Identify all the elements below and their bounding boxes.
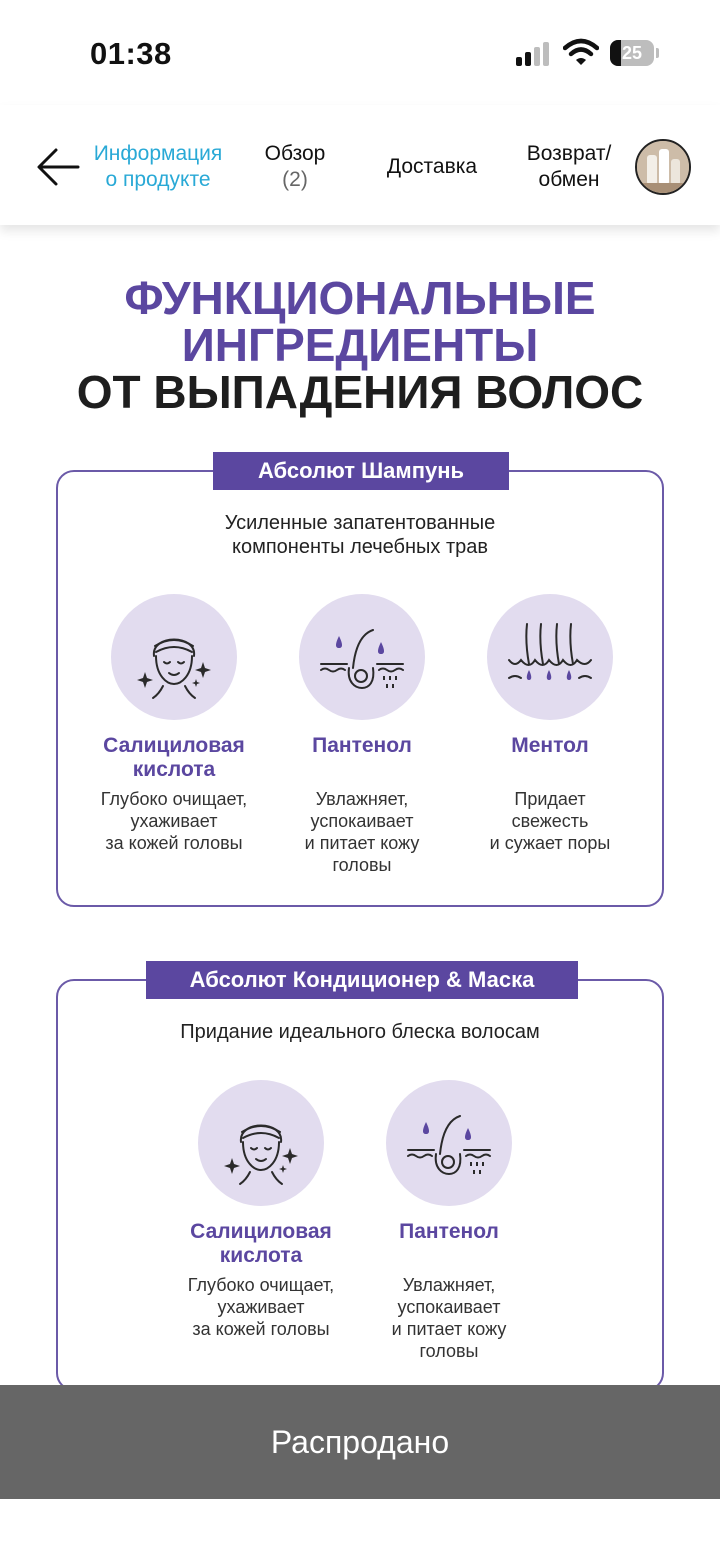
arrow-left-icon [34, 145, 82, 189]
ingredient-panthenol [359, 1080, 539, 1362]
ingredient-name: кислота [219, 1244, 303, 1267]
ingredient-description: Увлажняет, [402, 1275, 496, 1295]
ingredient-description: Увлажняет, [315, 789, 409, 809]
ingredient-name: Ментол [511, 734, 589, 757]
ingredient-name: кислота [132, 758, 216, 781]
tab-label: Информация [93, 142, 223, 165]
headline-line-2: ИНГРЕДИЕНТЫ [181, 319, 539, 371]
ingredient-salicylic-acid [171, 1080, 351, 1340]
ingredient-name: Пантенол [399, 1220, 499, 1243]
tab-label: о продукте [105, 168, 211, 191]
hair-roots-icon [487, 594, 613, 720]
ingredient-description: за кожей головы [192, 1319, 330, 1339]
face-icon [198, 1080, 324, 1206]
review-count: (2) [282, 168, 308, 191]
tab-label: Возврат/ [526, 142, 612, 165]
back-button[interactable] [34, 145, 82, 189]
ingredient-description: Глубоко очищает, [187, 1275, 335, 1295]
card-subtitle: компоненты лечебных трав [231, 536, 488, 558]
product-tabs-header [0, 105, 720, 225]
ingredient-description: за кожей головы [105, 833, 243, 853]
ingredient-description: Глубоко очищает, [100, 789, 248, 809]
tab-delivery[interactable] [380, 154, 484, 180]
headline-line-1: ФУНКЦИОНАЛЬНЫЕ [124, 272, 596, 324]
hair-follicle-icon [386, 1080, 512, 1206]
home-indicator-area [0, 1499, 720, 1561]
ingredient-panthenol [272, 594, 452, 876]
card-subtitle: Придание идеального блеска волосам [180, 1021, 540, 1043]
card-label: Абсолют Кондиционер & Маска [146, 961, 578, 999]
card-subtitle: Усиленные запатентованные [224, 512, 496, 534]
ingredient-salicylic-acid [84, 594, 264, 854]
status-time: 01:38 [90, 36, 172, 71]
tab-label: Доставка [386, 155, 478, 178]
shampoo-card [56, 458, 664, 907]
ingredient-description: ухаживает [217, 1297, 305, 1317]
ingredient-description: головы [419, 1341, 479, 1361]
battery-icon [610, 40, 658, 66]
product-thumbnail[interactable] [635, 139, 691, 195]
sold-out-button[interactable]: Распродано [0, 1385, 720, 1499]
headline-line-3: ОТ ВЫПАДЕНИЯ ВОЛОС [76, 366, 644, 418]
battery-level-text: 25 [621, 43, 643, 63]
ingredient-name: Пантенол [312, 734, 412, 757]
tab-product-info[interactable] [90, 141, 226, 193]
card-label: Абсолют Шампунь [213, 452, 509, 490]
status-bar [0, 0, 720, 105]
tab-returns[interactable] [520, 141, 618, 193]
ingredient-description: ухаживает [130, 811, 218, 831]
signal-icon [516, 42, 552, 66]
ingredient-description: успокаивает [397, 1297, 501, 1317]
ingredient-description: головы [332, 855, 392, 875]
ingredient-description: и питает кожу [304, 833, 420, 853]
ingredient-menthol [460, 594, 640, 854]
ingredient-name: Салициловая [190, 1220, 332, 1243]
wifi-icon [563, 38, 599, 66]
hair-follicle-icon [299, 594, 425, 720]
face-icon [111, 594, 237, 720]
tab-label: обмен [538, 168, 600, 191]
tab-reviews[interactable] [255, 141, 335, 193]
ingredient-description: успокаивает [310, 811, 414, 831]
ingredient-description: и питает кожу [391, 1319, 507, 1339]
ingredient-name: Салициловая [103, 734, 245, 757]
ingredient-description: Придает [514, 789, 586, 809]
ingredient-description: и сужает поры [489, 833, 611, 853]
ingredient-description: свежесть [511, 811, 589, 831]
conditioner-mask-card [56, 967, 664, 1391]
tab-label: Обзор [264, 142, 326, 165]
